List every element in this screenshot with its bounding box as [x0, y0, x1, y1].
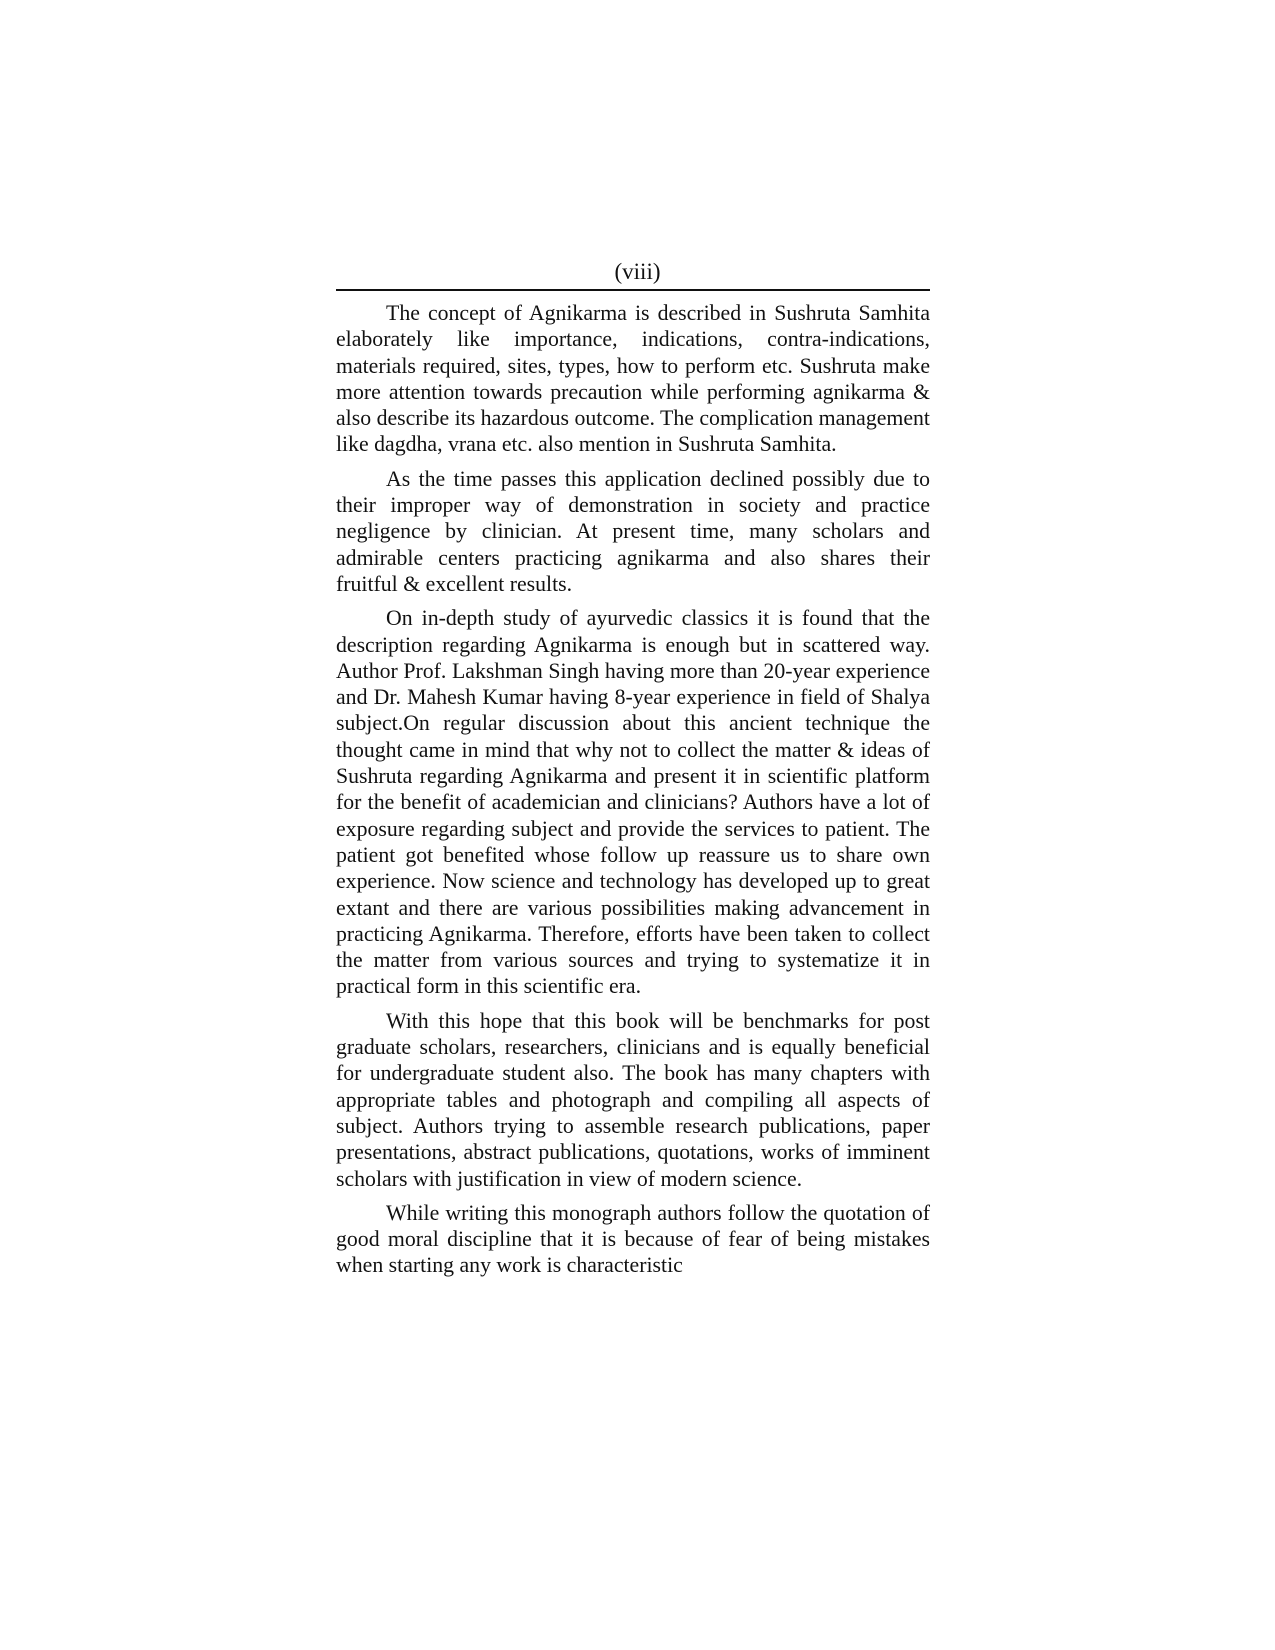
body-text: [336, 300, 930, 1287]
paragraph-book-hope: With this hope that this book will be benchmarks for post graduate scholars, researchers, clinicians and is equally beneficial for undergraduate student also. The book has many chapters with appropriate tables and photograph and compiling all aspects of subject. Authors trying to assemble research publications, paper presentations, abstract publications, quotations, works of imminent scholars with justification in view of modern science.: [336, 1008, 930, 1191]
header-rule: [336, 289, 930, 291]
paragraph-monograph: While writing this monograph authors follow the quotation of good moral discipline that it is because of fear of being mistakes when starting any work is characteristic: [336, 1200, 930, 1278]
paragraph-authors-study: On in-depth study of ayurvedic classics it is found that the description regarding Agnikarma is enough but in scattered way. Author Prof. Lakshman Singh having more than 20-year experience and Dr. Mahesh Kumar having 8-year experience in field of Shalya subject.On regular discussion about this ancient technique the thought came in mind that why not to collect the matter & ideas of Sushruta regarding Agnikarma and present it in scientific platform for the benefit of academician and clinicians? Authors have a lot of exposure regarding subject and provide the services to patient. The patient got benefited whose follow up reassure us to share own experience. Now science and technology has developed up to great extant and there are various possibilities making advancement in practicing Agnikarma. Therefore, efforts have been taken to collect the matter from various sources and trying to systematize it in practical form in this scientific era.: [336, 606, 930, 999]
page-number: (viii): [614, 259, 661, 284]
paragraph-decline: As the time passes this application declined possibly due to their improper way of demonstration in society and practice negligence by clinician. At present time, many scholars and admirable centers practicing agnikarma and also shares their fruitful & excellent results.: [336, 466, 930, 596]
paragraph-agnikarma-concept: The concept of Agnikarma is described in Sushruta Samhita elaborately like importance, indications, contra-indications, materials required, sites, types, how to perform etc. Sushruta make more attention towards precaution while performing agnikarma & also describe its hazardous outcome. The complication management like dagdha, vrana etc. also mention in Sushruta Samhita.: [336, 301, 930, 457]
